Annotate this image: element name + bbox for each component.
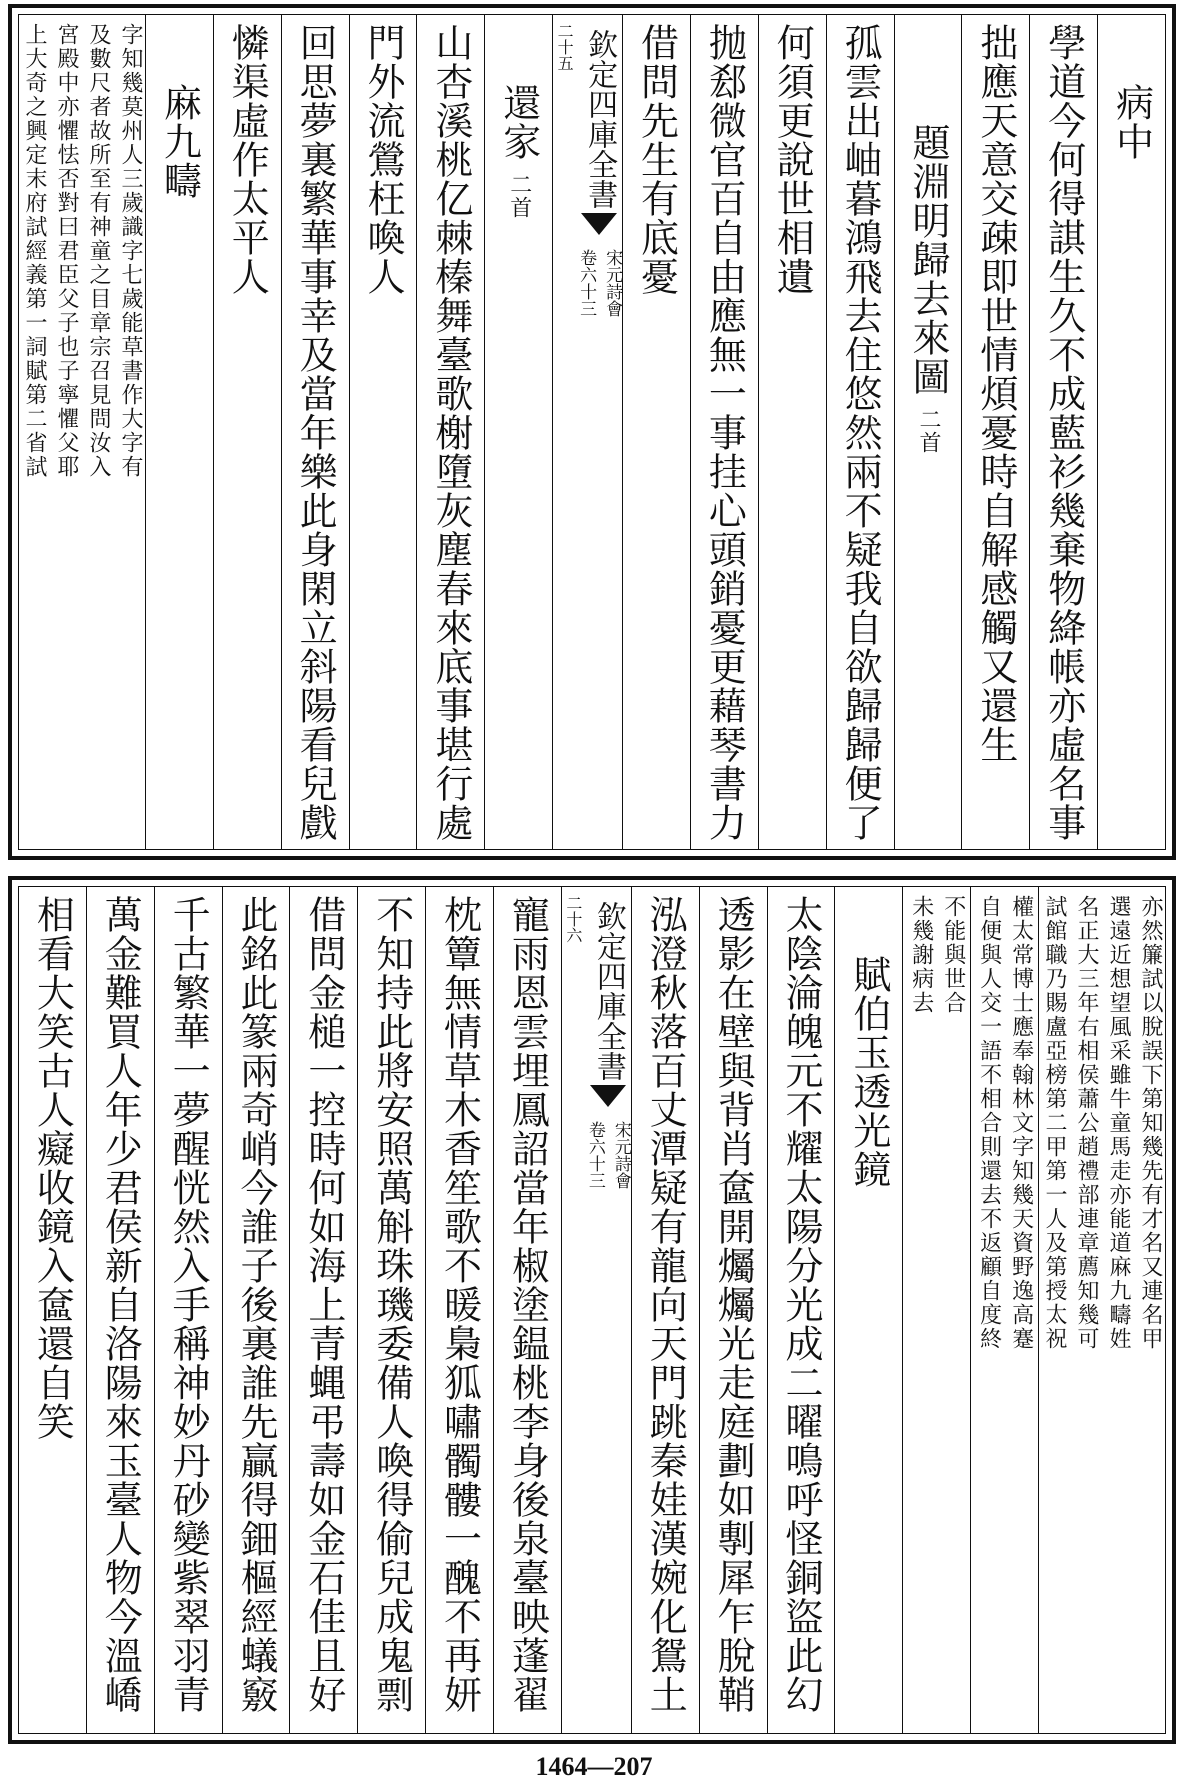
fishtail-mark-icon: [590, 1085, 626, 1107]
biography-note: [906, 895, 968, 1733]
volume-meta: 宋元詩會: [610, 1121, 631, 1189]
folio-number: 二十六: [563, 895, 583, 943]
text-column: [1097, 15, 1165, 849]
text-column: [357, 887, 425, 1733]
note-line: 權太常博士應奉翰林文字知幾天資野逸高蹇: [1008, 895, 1034, 1351]
poem-line: 不知持此將安照萬斛珠璣委備人喚得偷兒成鬼剽: [369, 895, 414, 1714]
text-column: [699, 887, 767, 1733]
poem-line: 千古繁華一夢醒恍然入手稱神妙丹砂變紫翠羽青: [166, 895, 211, 1714]
text-column: [213, 15, 281, 849]
text-column: [19, 887, 86, 1733]
text-column: [622, 15, 690, 849]
text-column: [758, 15, 826, 849]
poem-line: 此銘此篆兩奇峭今誰子後裏誰先贏得鈿樞經蟻竅: [233, 895, 278, 1714]
text-column: [690, 15, 758, 849]
poem-line: 透影在壁與背肖奩開爥爥光走庭劃如剸犀乍脫鞘: [711, 895, 756, 1714]
poem-line: 憐渠虛作太平人: [225, 23, 270, 296]
text-column: [416, 15, 484, 849]
poem-line: 孤雲出岫暮鴻飛去住悠然兩不疑我自欲歸歸便了: [838, 23, 883, 842]
page-footer-number: 1464—207: [535, 1752, 653, 1781]
poem-line: 借問先生有底憂: [634, 23, 679, 296]
note-line: 選遠近想望風采雖牛童馬走亦能道麻九疇姓: [1106, 895, 1131, 1351]
poem-title-text: 麻九疇: [157, 83, 202, 200]
text-column: [425, 887, 493, 1733]
poem-line: 枕簟無情草木香笙歌不暖梟狐嘯髑髏一醜不再妍: [437, 895, 482, 1714]
center-fold-banner: [552, 15, 622, 849]
note-line: 名正大三年右相侯蕭公趙禮部連章薦知幾可: [1074, 895, 1099, 1351]
note-line: 試館職乃賜盧亞榜第二甲第一人及第授太祝: [1042, 895, 1067, 1351]
text-column: [493, 887, 561, 1733]
text-column: [894, 15, 962, 849]
note-line: 不能與世合: [940, 895, 966, 1015]
poem-line: 山杏溪桃亿棘榛舞臺歌榭墮灰塵春來底事堪行處: [428, 23, 473, 842]
folio-number: 二十五: [555, 23, 575, 71]
library-title: 欽定四庫全書: [590, 901, 626, 1081]
note-line: 亦然簾試以脫誤下第知幾先有才名又連名甲: [1138, 895, 1163, 1351]
poem-title-text: 還家: [496, 83, 541, 161]
text-column: [1038, 887, 1165, 1733]
text-column: [826, 15, 894, 849]
poem-line: 學道今何得諆生久不成藍衫幾棄物絳帳亦虛名事: [1041, 23, 1086, 842]
volume-meta: 宋元詩會: [602, 249, 623, 317]
poem-line: 萬金難買人年少君侯新自洛陽來玉臺人物今溫嶠: [98, 895, 143, 1714]
poem-line: 門外流鶯枉喚人: [360, 23, 405, 296]
note-line: 宮殿中亦懼怯否對曰君臣父子也子寧懼父耶: [53, 23, 79, 479]
poem-title: [1101, 23, 1163, 849]
poem-line: 相看大笑古人癡收鏡入奩還自笑: [30, 895, 75, 1441]
poem-line: 太陰淪魄元不耀太陽分光成二曜鳴呼怪銅盜此幻: [778, 895, 823, 1714]
top-page: [8, 4, 1176, 860]
text-column: [154, 887, 222, 1733]
note-line: 自便與人交一語不相合則還去不返顧自度終: [976, 895, 1002, 1351]
note-line: 上大奇之興定末府試經義第一詞賦第二省試: [21, 23, 47, 479]
note-line: 及數尺者故所至有神童之目章宗召見問汝入: [85, 23, 111, 479]
poem-line: 拙應天意交疎即世情煩憂時自解感觸又還生: [973, 23, 1018, 764]
text-column: [1029, 15, 1097, 849]
note-line: 字知幾莫州人三歲識字七歲能草書作大字有: [117, 23, 143, 479]
volume-info: [585, 1121, 631, 1189]
poem-title-text: 題淵明歸去來圖: [905, 123, 950, 396]
text-column: [222, 887, 290, 1733]
text-column: [281, 15, 349, 849]
poem-line: 何須更說世相遺: [770, 23, 815, 296]
poem-line: 抛郄微官百自由應無一事挂心頭銷憂更藉琴書力: [702, 23, 747, 842]
poem-line: 寵雨恩雲埋鳳詔當年椒塗鎾桃李身後泉臺映蓬翟: [505, 895, 550, 1714]
text-column: [349, 15, 417, 849]
poem-title-text: 賦伯玉透光鏡: [846, 955, 891, 1189]
poem-title: [148, 23, 210, 849]
poem-count-note: 二首: [506, 173, 532, 219]
poem-title: [488, 23, 550, 849]
text-column: [902, 887, 970, 1733]
fishtail-mark-icon: [581, 213, 617, 235]
top-page-columns: [18, 14, 1166, 850]
biography-note: [974, 895, 1036, 1733]
poem-line: 借問金槌一控時何如海上青蝿弔壽如金石佳且好: [301, 895, 346, 1714]
banner-content: [585, 895, 631, 1733]
poem-title: [897, 23, 959, 849]
text-column: [19, 15, 145, 849]
poem-title-text: 病中: [1109, 83, 1154, 161]
poem-count-note: 二首: [915, 408, 941, 454]
text-column: [961, 15, 1029, 849]
poem-line: 泓澄秋落百丈潭疑有龍向天門跳秦娃漢婉化鴛土: [643, 895, 688, 1714]
text-column: [970, 887, 1038, 1733]
bottom-page-columns: [18, 886, 1166, 1734]
volume-meta: 卷六十三: [576, 249, 597, 317]
poem-title: [838, 895, 900, 1733]
text-column: [145, 15, 213, 849]
text-column: [484, 15, 552, 849]
volume-info: [576, 249, 622, 317]
text-column: [86, 887, 154, 1733]
center-fold-banner: [561, 887, 631, 1733]
note-line: 未幾謝病去: [908, 895, 934, 1015]
text-column: [767, 887, 835, 1733]
poem-line: 回思夢裏繁華事幸及當年樂此身閑立斜陽看兒戲: [293, 23, 338, 842]
library-title: 欽定四庫全書: [582, 29, 618, 209]
text-column: [289, 887, 357, 1733]
banner-content: [576, 23, 622, 849]
biography-note: [1039, 895, 1165, 1733]
text-column: [631, 887, 699, 1733]
volume-meta: 卷六十三: [584, 1121, 605, 1189]
text-column: [834, 887, 902, 1733]
biography-note: [19, 23, 145, 849]
bottom-page: [8, 876, 1176, 1744]
